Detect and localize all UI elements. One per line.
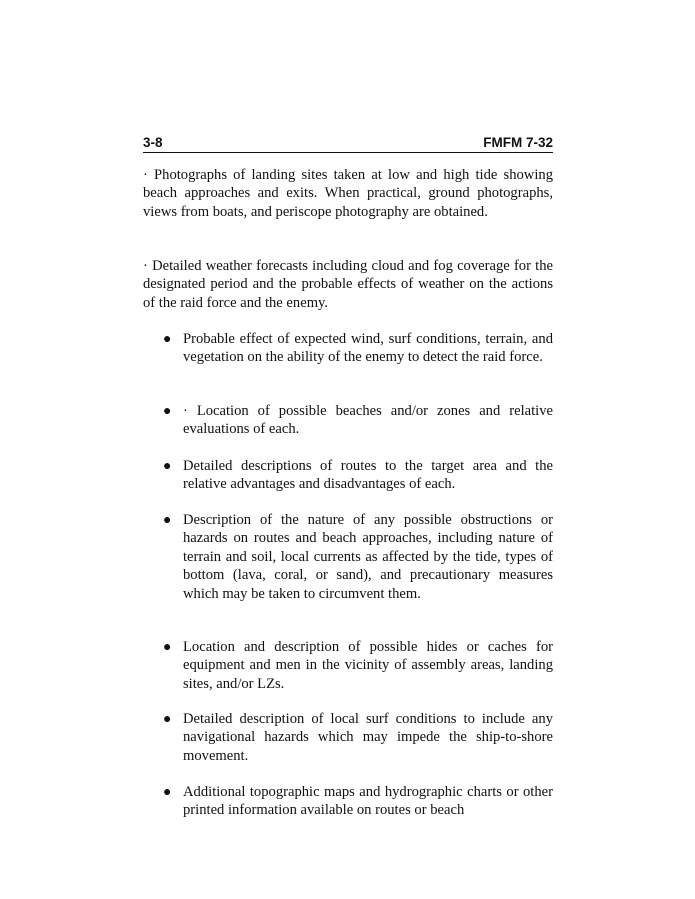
bullet-item bbox=[143, 638, 553, 693]
bullet-item bbox=[143, 330, 553, 367]
page-number: 3-8 bbox=[143, 135, 163, 150]
bullet-icon: ● bbox=[163, 332, 172, 347]
bullet-text: Probable effect of expected wind, surf conditions, terrain, and vegetation on the ability of the enemy to detect the raid force. bbox=[183, 331, 553, 366]
bullet-icon: ● bbox=[163, 513, 172, 528]
bullet-icon: ● bbox=[163, 404, 172, 419]
bullet-text: Detailed descriptions of routes to the target area and the relative advantages and disadvantages of each. bbox=[183, 458, 553, 493]
bullet-item bbox=[143, 457, 553, 494]
bullet-item bbox=[143, 710, 553, 765]
bullet-icon: ● bbox=[163, 640, 172, 655]
bullet-item bbox=[143, 511, 553, 603]
manual-designation: FMFM 7-32 bbox=[483, 135, 553, 150]
bullet-icon: ● bbox=[163, 712, 172, 727]
paragraph-weather: · Detailed weather forecasts including cloud and fog coverage for the designated period and the probable effects of weather on the actions of the raid force and the enemy. bbox=[143, 258, 553, 311]
bullet-text: · Location of possible beaches and/or zones and relative evaluations of each. bbox=[183, 403, 553, 438]
bullet-item bbox=[143, 402, 553, 439]
page-header bbox=[143, 134, 553, 153]
bullet-item bbox=[143, 783, 553, 820]
bullet-text: Description of the nature of any possible obstructions or hazards on routes and beach approaches, including nature of terrain and soil, local currents as affected by the tide, types of bottom (lava, coral, or sand), and precautionary measures which may be taken to circumvent them. bbox=[183, 512, 553, 602]
bullet-text: Location and description of possible hides or caches for equipment and men in the vicinity of assembly areas, landing sites, and/or LZs. bbox=[183, 639, 553, 692]
paragraph-photographs: · Photographs of landing sites taken at low and high tide showing beach approaches and exits. When practical, ground photographs, views from boats, and periscope photography are obtained. bbox=[143, 167, 553, 220]
bullet-text: Additional topographic maps and hydrographic charts or other printed information available on routes or beach bbox=[183, 784, 553, 819]
bullet-text: Detailed description of local surf conditions to include any navigational hazards which may impede the ship-to-shore movement. bbox=[183, 711, 553, 764]
bullet-icon: ● bbox=[163, 785, 172, 800]
bullet-icon: ● bbox=[163, 459, 172, 474]
